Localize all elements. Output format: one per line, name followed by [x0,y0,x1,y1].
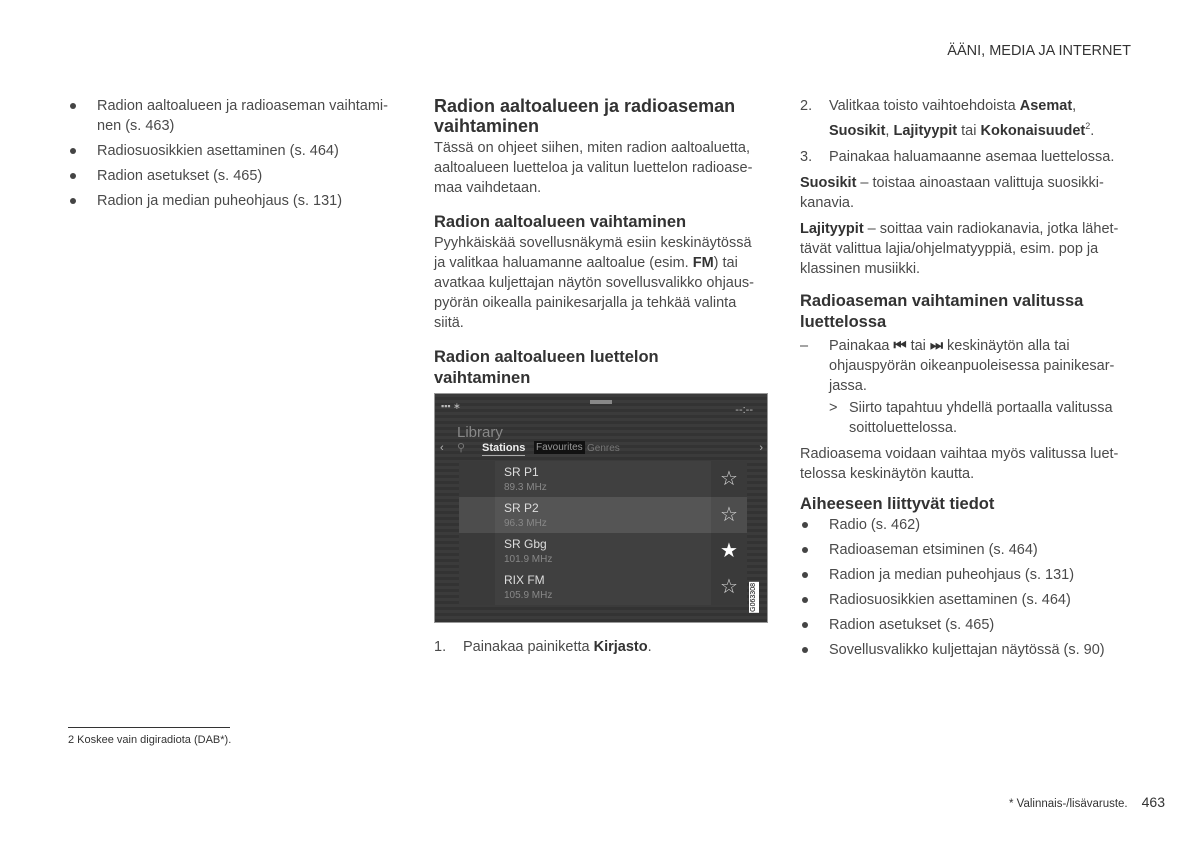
clock: --:-- [735,404,753,416]
link-item[interactable]: Radion ja median puheohjaus (s. 131) [68,191,404,211]
link-item[interactable]: Radioaseman etsiminen (s. 464) [800,540,1136,560]
station-row: SR P1 89.3 MHz ☆ [459,461,747,497]
link-item[interactable]: Radion ja median puheohjaus (s. 131) [800,565,1136,585]
paragraph: Radioasema voidaan vaihtaa myös valitussa luet- telossa keskinäytön kautta. [800,445,1119,482]
step-3: 3. Painakaa haluamaanne asemaa luettelossa. [800,148,1115,165]
previous-icon: ⏮ [893,337,907,354]
right-column [800,96,1136,665]
star-outline-icon: ☆ [711,569,747,605]
link-item[interactable]: Radion asetukset (s. 465) [68,166,404,186]
link-item[interactable]: Radion aaltoalueen ja radioaseman vaihtami- nen (s. 463) [68,96,404,136]
link-item[interactable]: Radio (s. 462) [800,515,1136,535]
figure-code: G063308 [750,583,757,612]
status-icons: ▪▪▪ ∗ [441,401,461,411]
link-item[interactable]: Sovellusvalikko kuljettajan näytössä (s. 90) [800,640,1136,660]
chevron-right-icon: › [759,442,763,454]
subheading: Radion aaltoalueen vaihtaminen [434,213,687,231]
station-row: RIX FM 105.9 MHz ☆ [459,569,747,605]
step-2: 2. Valitkaa toisto vaihtoehdoista Asemat, Suosikit, Lajityypit tai Kokonaisuudet$^2$. [800,98,1095,139]
star-outline-icon: ☆ [711,497,747,533]
step-1: 1. Painakaa painiketta Kirjasto. [434,639,652,655]
subheading: Aiheeseen liittyvät tiedot [800,494,995,513]
search-icon: ⚲ [457,442,466,454]
dash-item: – Painakaa ⏮ tai ⏭ keskinäytön alla tai ohjauspyörän oikeanpuoleisessa painikesar- jassa. [800,337,1115,394]
menu-handle-icon [590,400,612,404]
footnote: 2 Koskee vain digiradiota (DAB*). [68,734,232,746]
tab-favourites: Favourites [536,442,583,453]
paragraph: Suosikit – toistaa ainoastaan valittuja suosikki- kanavia. [800,174,1104,211]
main-column [434,96,770,663]
tab-stations: Stations [482,442,526,454]
related-links-column [68,96,404,216]
subheading: Radion aaltoalueen luettelon vaihtaminen [434,348,659,387]
library-screenshot [434,393,768,623]
next-icon: ⏭ [929,337,943,354]
link-item[interactable]: Radiosuosikkien asettaminen (s. 464) [68,141,404,161]
link-item[interactable]: Radiosuosikkien asettaminen (s. 464) [800,590,1136,610]
screen-title: Library [457,424,503,441]
star-filled-icon: ★ [711,533,747,569]
subheading: Radioaseman vaihtaminen valitussa luettelossa [800,291,1084,331]
station-row: SR Gbg 101.9 MHz ★ [459,533,747,569]
tab-genres: Genres [587,443,620,454]
page-number: 463 [1141,794,1165,810]
link-item[interactable]: Radion asetukset (s. 465) [800,615,1136,635]
footnote-divider [68,727,230,728]
intro: Tässä on ohjeet siihen, miten radion aaltoaluetta, aaltoalueen luetteloa ja valitun luettelon radioase- maa vaihdetaan. [434,140,753,196]
running-header: ÄÄNI, MEDIA JA INTERNET [947,43,1131,59]
star-outline-icon: ☆ [711,461,747,497]
station-row: SR P2 96.3 MHz ☆ [459,497,747,533]
page-footer: * Valinnais-/lisävaruste. 463 [1008,794,1165,810]
result-item: > Siirto tapahtuu yhdellä portaalla valitussa soittoluettelossa. [829,399,1113,436]
chevron-left-icon: ‹ [440,442,444,454]
section-title: Radion aaltoalueen ja radioaseman vaihtaminen [434,96,736,136]
paragraph: Pyyhkäiskää sovellusnäkymä esiin keskinäytössä ja valitkaa haluamanne aaltoalue (esim. FM) tai avatkaa kuljettajan näytön sovellusvalikko ohjaus- pyörän oikealla painikesarjalla ja tehkää valinta siitä. [434,235,754,331]
paragraph: Lajityypit – soittaa vain radiokanavia, jotka lähet- tävät valittua lajia/ohjelmatyyppiä, esim. pop ja klassinen musiikki. [800,220,1119,277]
